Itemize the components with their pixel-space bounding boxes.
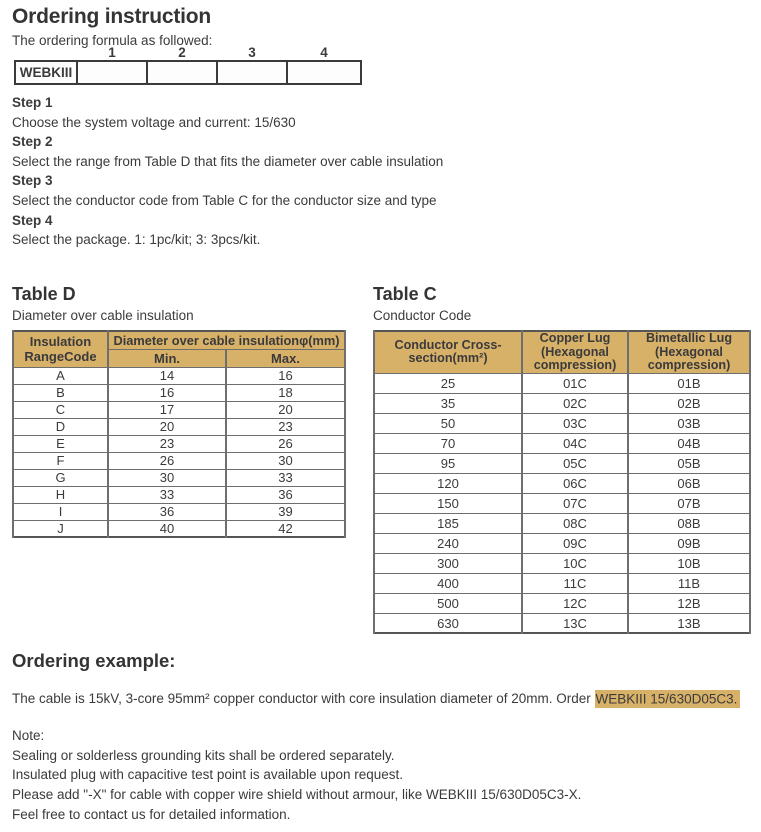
table-cell: 14 bbox=[108, 367, 226, 384]
notes-section bbox=[12, 726, 581, 825]
formula-empty-cell-3 bbox=[217, 61, 287, 84]
table-cell: F bbox=[13, 452, 108, 469]
table-cell: 01B bbox=[628, 373, 750, 393]
table-row bbox=[13, 435, 345, 452]
formula-empty-cell-1 bbox=[77, 61, 147, 84]
table-row bbox=[374, 393, 750, 413]
table-cell: D bbox=[13, 418, 108, 435]
table-cell: 39 bbox=[226, 503, 345, 520]
table-cell: 09C bbox=[522, 533, 628, 553]
table-cell: 06C bbox=[522, 473, 628, 493]
table-d-subtitle: Diameter over cable insulation bbox=[12, 308, 194, 323]
formula-position-1: 1 bbox=[108, 45, 116, 60]
table-d-header-diameter: Diameter over cable insulationφ(mm) bbox=[108, 331, 345, 349]
table-c-subtitle: Conductor Code bbox=[373, 308, 472, 323]
table-cell: 03B bbox=[628, 413, 750, 433]
note-line-2: Insulated plug with capacitive test point is available upon request. bbox=[12, 767, 403, 783]
table-cell: 240 bbox=[374, 533, 522, 553]
ordering-formula-table bbox=[14, 45, 362, 85]
table-d-header-min: Min. bbox=[108, 349, 226, 367]
ordering-formula bbox=[14, 45, 362, 85]
table-cell: C bbox=[13, 401, 108, 418]
table-cell: 36 bbox=[108, 503, 226, 520]
table-c-header-bimetallic-lug: Bimetallic Lug (Hexagonal compression) bbox=[628, 331, 750, 373]
table-cell: 400 bbox=[374, 573, 522, 593]
table-cell: 07C bbox=[522, 493, 628, 513]
table-cell: 18 bbox=[226, 384, 345, 401]
table-cell: 10C bbox=[522, 553, 628, 573]
table-cell: 30 bbox=[226, 452, 345, 469]
table-cell: 02C bbox=[522, 393, 628, 413]
step-3-title: Step 3 bbox=[12, 173, 53, 189]
table-cell: 16 bbox=[226, 367, 345, 384]
table-row bbox=[13, 367, 345, 384]
table-cell: 42 bbox=[226, 520, 345, 537]
table-row bbox=[374, 553, 750, 573]
table-row bbox=[374, 533, 750, 553]
table-row bbox=[374, 373, 750, 393]
table-cell: E bbox=[13, 435, 108, 452]
step-4-title: Step 4 bbox=[12, 212, 53, 228]
formula-position-2: 2 bbox=[178, 45, 186, 60]
table-d-section bbox=[12, 283, 346, 538]
table-row bbox=[13, 452, 345, 469]
table-row bbox=[13, 469, 345, 486]
table-cell: 20 bbox=[226, 401, 345, 418]
table-cell: 95 bbox=[374, 453, 522, 473]
table-row bbox=[13, 401, 345, 418]
step-2-title: Step 2 bbox=[12, 134, 53, 150]
table-row bbox=[374, 573, 750, 593]
table-row bbox=[374, 413, 750, 433]
table-cell: 35 bbox=[374, 393, 522, 413]
formula-position-row bbox=[15, 45, 361, 61]
table-cell: 10B bbox=[628, 553, 750, 573]
step-3-text: Select the conductor code from Table C for the conductor size and type bbox=[12, 192, 437, 208]
order-code-highlight: WEBKIII 15/630D05C3. bbox=[595, 690, 741, 708]
table-row bbox=[13, 486, 345, 503]
table-d-header-max: Max. bbox=[226, 349, 345, 367]
table-cell: 26 bbox=[226, 435, 345, 452]
steps-section bbox=[12, 93, 443, 250]
table-cell: 20 bbox=[108, 418, 226, 435]
table-cell: 05C bbox=[522, 453, 628, 473]
table-c-header-crosssection: Conductor Cross-section(mm²) bbox=[374, 331, 522, 373]
table-cell: 12C bbox=[522, 593, 628, 613]
step-1-title: Step 1 bbox=[12, 95, 53, 110]
table-c-section bbox=[373, 283, 751, 634]
table-cell: J bbox=[13, 520, 108, 537]
table-row bbox=[13, 418, 345, 435]
table-row bbox=[374, 453, 750, 473]
table-row bbox=[374, 493, 750, 513]
table-cell: 02B bbox=[628, 393, 750, 413]
formula-intro-text: The ordering formula as followed: bbox=[12, 33, 213, 48]
formula-empty-cell-4 bbox=[287, 61, 361, 84]
formula-box-row bbox=[15, 61, 361, 84]
note-line-3: Please add "-X" for cable with copper wire shield without armour, like WEBKIII 15/630D05C3-X. bbox=[12, 787, 582, 803]
table-cell: 36 bbox=[226, 486, 345, 503]
table-d bbox=[12, 330, 346, 538]
table-d-header bbox=[13, 331, 345, 367]
ordering-example-text bbox=[12, 691, 740, 706]
table-d-body bbox=[13, 367, 345, 537]
table-cell: 150 bbox=[374, 493, 522, 513]
table-cell: 185 bbox=[374, 513, 522, 533]
step-4-text: Select the package. 1: 1pc/kit; 3: 3pcs/kit. bbox=[12, 232, 261, 248]
notes-label: Note: bbox=[12, 728, 45, 743]
table-cell: 23 bbox=[108, 435, 226, 452]
table-cell: 17 bbox=[108, 401, 226, 418]
table-cell: 09B bbox=[628, 533, 750, 553]
table-c-body bbox=[374, 373, 750, 633]
table-row bbox=[13, 520, 345, 537]
table-cell: 30 bbox=[108, 469, 226, 486]
formula-position-3: 3 bbox=[248, 45, 256, 60]
table-cell: 50 bbox=[374, 413, 522, 433]
table-row bbox=[374, 593, 750, 613]
step-2-text: Select the range from Table D that fits the diameter over cable insulation bbox=[12, 153, 444, 169]
table-cell: 500 bbox=[374, 593, 522, 613]
table-cell: 26 bbox=[108, 452, 226, 469]
table-cell: 04C bbox=[522, 433, 628, 453]
table-cell: 12B bbox=[628, 593, 750, 613]
table-cell: 11C bbox=[522, 573, 628, 593]
table-c bbox=[373, 330, 751, 634]
table-cell: 300 bbox=[374, 553, 522, 573]
table-cell: 13B bbox=[628, 613, 750, 633]
table-c-header bbox=[374, 331, 750, 373]
table-d-title: Table D bbox=[12, 284, 76, 304]
table-cell: 08B bbox=[628, 513, 750, 533]
table-c-title: Table C bbox=[373, 284, 437, 304]
formula-empty-cell-2 bbox=[147, 61, 217, 84]
formula-position-spacer bbox=[15, 45, 77, 61]
step-1-text: Choose the system voltage and current: 15/630 bbox=[12, 114, 296, 130]
table-cell: G bbox=[13, 469, 108, 486]
table-row bbox=[374, 473, 750, 493]
table-cell: A bbox=[13, 367, 108, 384]
ordering-example-sentence: The cable is 15kV, 3-core 95mm² copper conductor with core insulation diameter of 20mm. Order bbox=[12, 691, 595, 706]
table-cell: 120 bbox=[374, 473, 522, 493]
table-cell: 08C bbox=[522, 513, 628, 533]
table-row bbox=[374, 613, 750, 633]
table-cell: 04B bbox=[628, 433, 750, 453]
formula-position-4: 4 bbox=[320, 45, 328, 60]
table-cell: 11B bbox=[628, 573, 750, 593]
note-line-4: Feel free to contact us for detailed information. bbox=[12, 806, 291, 822]
table-cell: 70 bbox=[374, 433, 522, 453]
ordering-example-title: Ordering example: bbox=[12, 650, 176, 671]
table-row bbox=[13, 384, 345, 401]
table-row bbox=[374, 513, 750, 533]
table-cell: I bbox=[13, 503, 108, 520]
table-cell: 25 bbox=[374, 373, 522, 393]
table-cell: 07B bbox=[628, 493, 750, 513]
table-cell: 05B bbox=[628, 453, 750, 473]
table-cell: 40 bbox=[108, 520, 226, 537]
page-title: Ordering instruction bbox=[12, 5, 212, 28]
formula-prefix-cell: WEBKIII bbox=[15, 61, 77, 84]
table-cell: 33 bbox=[226, 469, 345, 486]
table-cell: 33 bbox=[108, 486, 226, 503]
table-cell: B bbox=[13, 384, 108, 401]
table-cell: 16 bbox=[108, 384, 226, 401]
table-cell: H bbox=[13, 486, 108, 503]
table-cell: 03C bbox=[522, 413, 628, 433]
table-row bbox=[13, 503, 345, 520]
table-cell: 23 bbox=[226, 418, 345, 435]
table-d-header-rangecode: Insulation RangeCode bbox=[13, 331, 108, 367]
table-cell: 13C bbox=[522, 613, 628, 633]
table-row bbox=[374, 433, 750, 453]
table-cell: 01C bbox=[522, 373, 628, 393]
note-line-1: Sealing or solderless grounding kits shall be ordered separately. bbox=[12, 747, 395, 763]
table-cell: 630 bbox=[374, 613, 522, 633]
table-cell: 06B bbox=[628, 473, 750, 493]
table-c-header-copper-lug: Copper Lug (Hexagonal compression) bbox=[522, 331, 628, 373]
